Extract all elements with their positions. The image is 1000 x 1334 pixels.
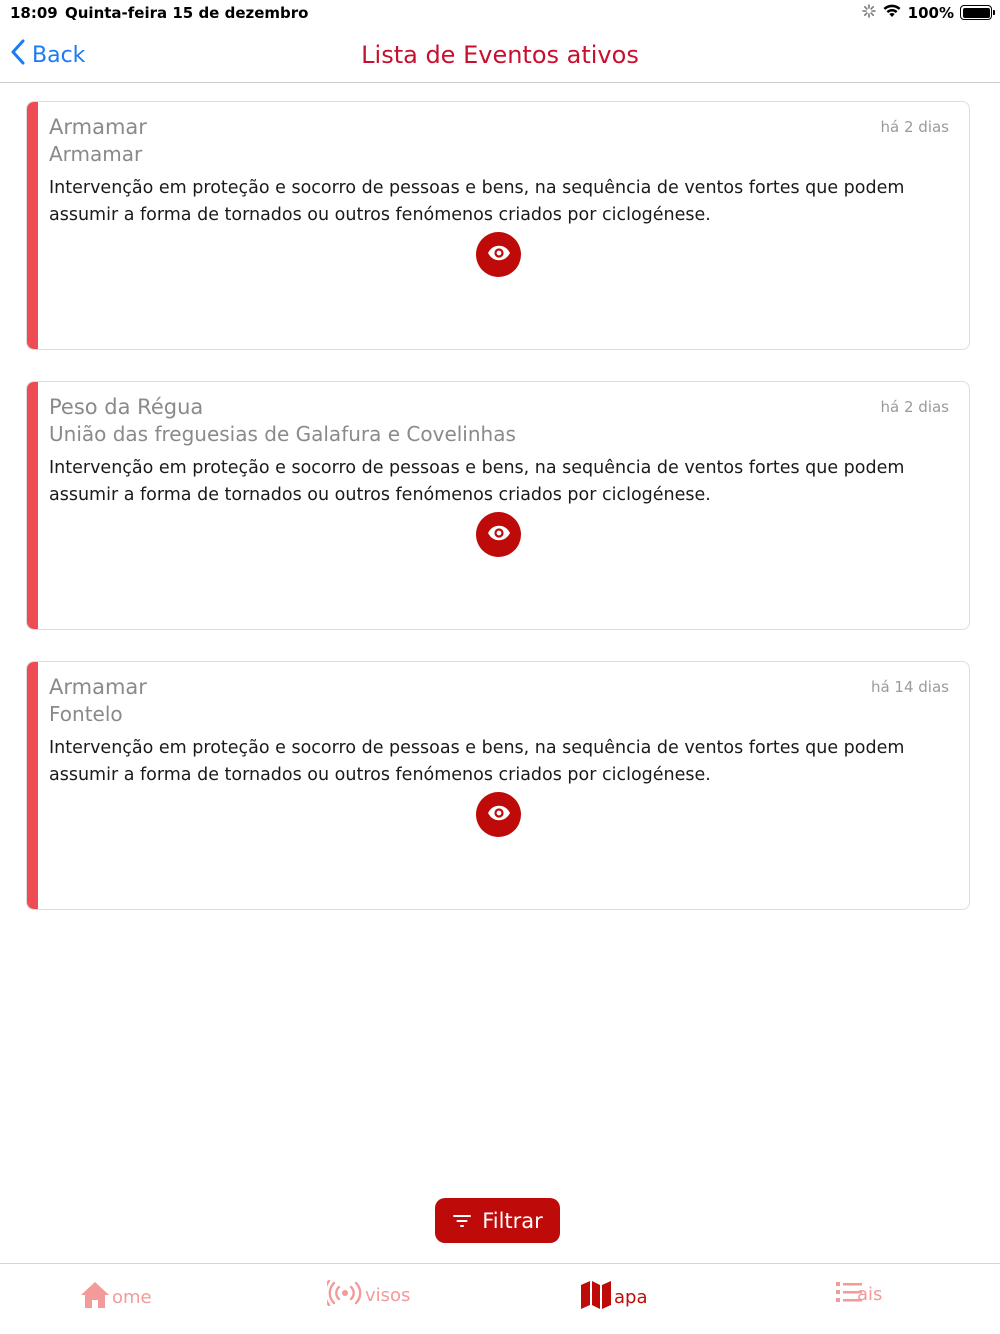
status-indicators — [862, 3, 992, 22]
tab-mapa[interactable] — [580, 1280, 648, 1315]
status-date: Quinta-feira 15 de dezembro — [65, 4, 309, 22]
wifi-icon — [882, 3, 902, 22]
event-description: Intervenção em proteção e socorro de pessoas e bens, na sequência de ventos fortes que podem assumir a forma de tornados ou outros fenómenos criados por ciclogénese. — [49, 458, 905, 505]
back-label: Back — [32, 42, 86, 68]
severity-accent-bar — [27, 662, 38, 909]
page-title: Lista de Eventos ativos — [361, 41, 639, 69]
event-time-ago: há 2 dias — [880, 398, 949, 416]
battery-percentage: 100% — [907, 3, 954, 22]
event-card[interactable] — [26, 661, 970, 910]
event-time-ago: há 14 dias — [870, 678, 949, 696]
filter-button[interactable] — [435, 1198, 560, 1243]
severity-accent-bar — [27, 382, 38, 629]
tab-mais-label: ais — [857, 1284, 883, 1305]
severity-accent-bar — [27, 102, 38, 349]
event-list — [26, 101, 970, 941]
view-event-button[interactable] — [476, 792, 521, 837]
battery-icon — [960, 5, 992, 20]
eye-icon — [487, 525, 511, 545]
event-card[interactable] — [26, 101, 970, 350]
tab-bar — [0, 1263, 1000, 1334]
view-event-button[interactable] — [476, 512, 521, 557]
event-time-ago: há 2 dias — [880, 118, 949, 136]
event-card[interactable] — [26, 381, 970, 630]
tab-home-label: ome — [112, 1287, 152, 1308]
event-description: Intervenção em proteção e socorro de pessoas e bens, na sequência de ventos fortes que podem assumir a forma de tornados ou outros fenómenos criados por ciclogénese. — [49, 178, 905, 225]
event-municipality: Armamar — [49, 115, 147, 139]
tab-mais[interactable] — [835, 1280, 882, 1309]
event-description: Intervenção em proteção e socorro de pessoas e bens, na sequência de ventos fortes que podem assumir a forma de tornados ou outros fenómenos criados por ciclogénese. — [49, 738, 905, 785]
filter-label: Filtrar — [482, 1208, 543, 1233]
home-icon — [80, 1280, 110, 1315]
event-parish: União das freguesias de Galafura e Covelinhas — [49, 422, 516, 446]
tab-avisos-label: visos — [365, 1285, 411, 1306]
event-municipality: Armamar — [49, 675, 147, 699]
eye-icon — [487, 805, 511, 825]
event-municipality: Peso da Régua — [49, 395, 204, 419]
tab-mapa-label: apa — [614, 1287, 648, 1308]
view-event-button[interactable] — [476, 232, 521, 277]
status-bar — [0, 0, 1000, 26]
activity-spinner-icon — [862, 4, 876, 22]
tab-home[interactable] — [80, 1280, 152, 1315]
event-parish: Fontelo — [49, 702, 123, 726]
map-icon — [580, 1280, 612, 1315]
navigation-bar — [0, 26, 1000, 83]
tab-avisos[interactable] — [327, 1280, 410, 1311]
eye-icon — [487, 245, 511, 265]
status-time: 18:09 — [10, 4, 58, 22]
filter-icon — [452, 1209, 472, 1233]
broadcast-icon — [327, 1280, 363, 1311]
event-parish: Armamar — [49, 142, 143, 166]
